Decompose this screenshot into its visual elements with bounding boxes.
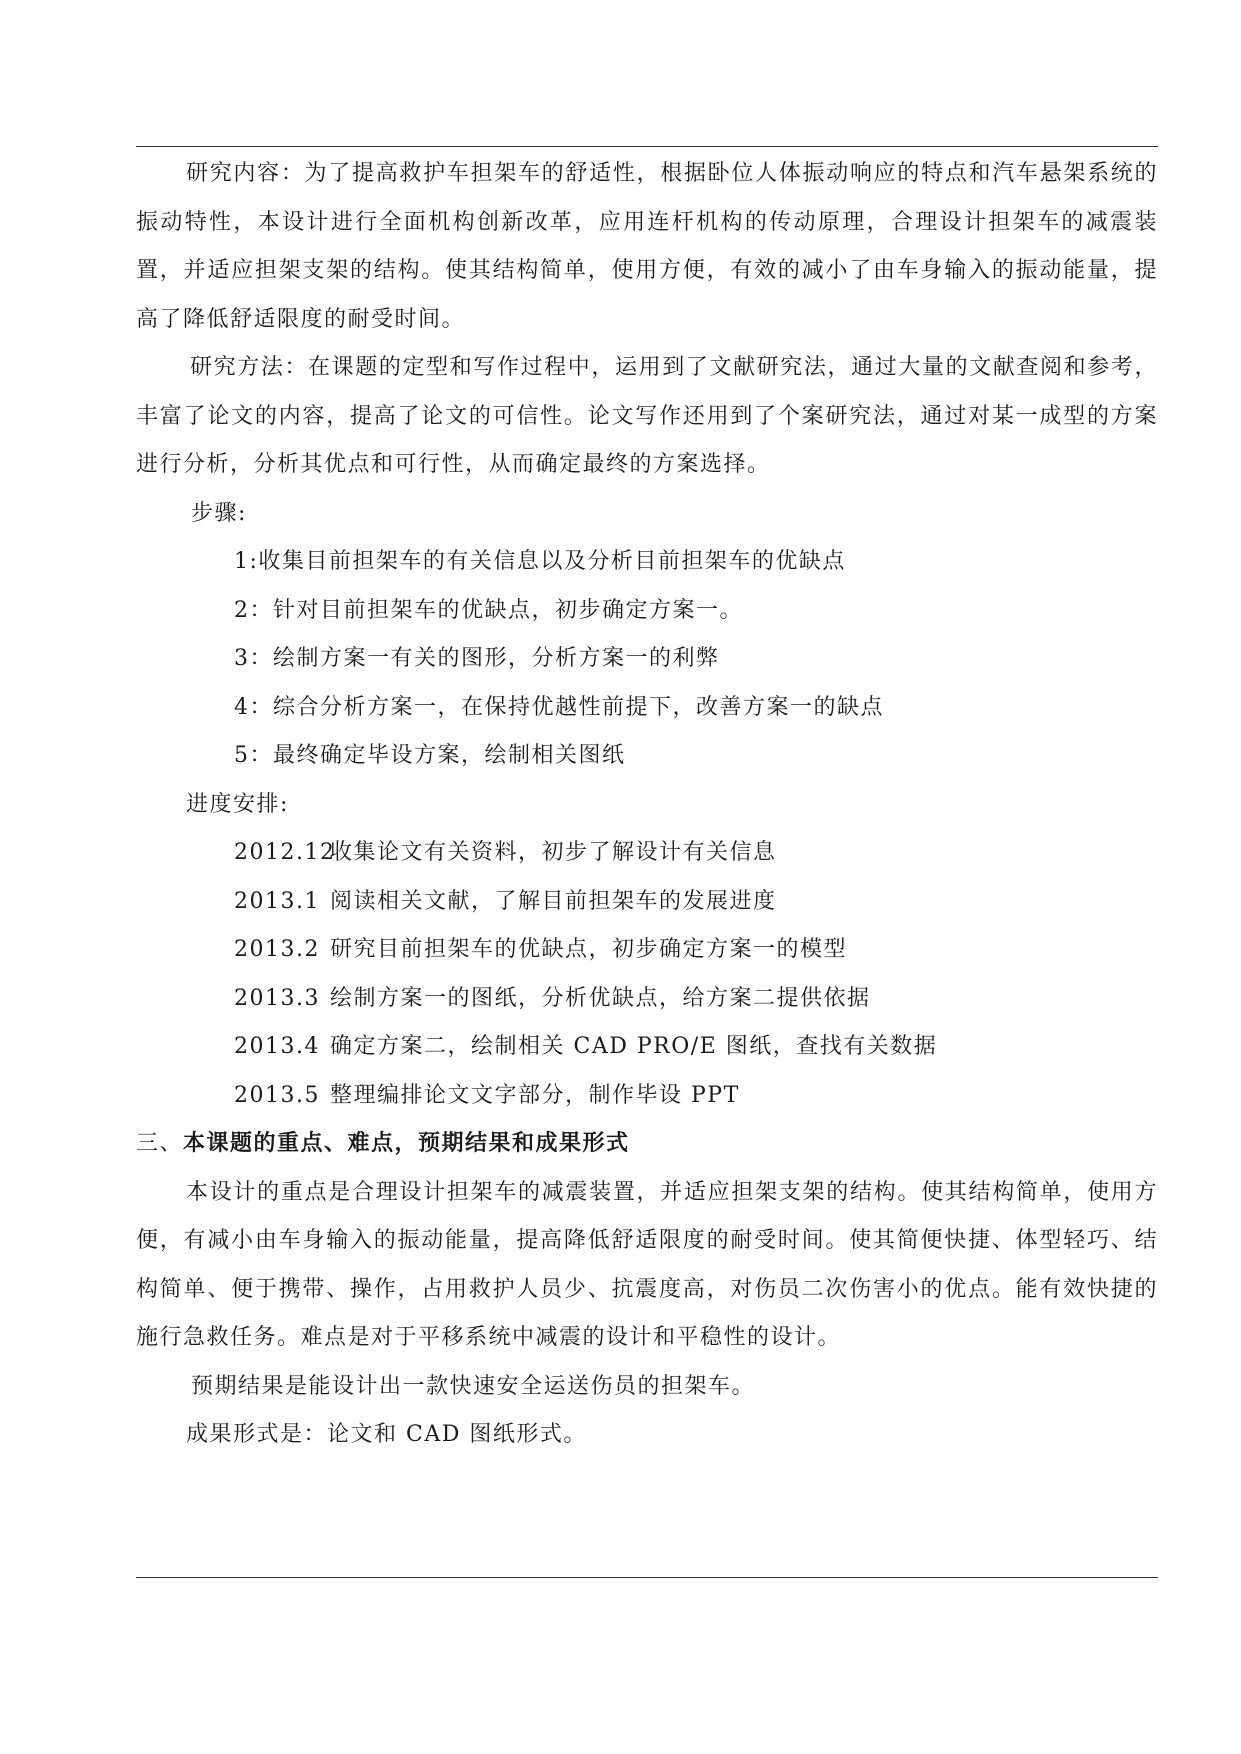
schedule-text: 研究目前担架车的优缺点，初步确定方案一的模型: [330, 937, 848, 962]
key-points-paragraph: 本设计的重点是合理设计担架车的减震装置，并适应担架支架的结构。使其结构简单，使用方便，有减小由车身输入的振动能量，提高降低舒适限度的耐受时间。使其简便快捷、体型轻巧、结构简单、便于携带、操作，占用救护人员少、抗震度高，对伤员二次伤害小的优点。能有效快捷的施行急救任务。难点是对于平移系统中减震的设计和平稳性的设计。: [136, 1179, 1158, 1350]
steps-heading: 步骤:: [191, 500, 247, 526]
research-method-paragraph: 研究方法：在课题的定型和写作过程中，运用到了文献研究法，通过大量的文献查阅和参考，丰富了论文的内容，提高了论文的可信性。论文写作还用到了个案研究法，通过对某一成型的方案进行分析，分析其优点和可行性，从而确定最终的方案选择。: [136, 355, 1158, 477]
section-title: 本课题的重点、难点，预期结果和成果形式: [183, 1131, 630, 1156]
step-item: 5：最终确定毕设方案，绘制相关图纸: [234, 743, 626, 768]
schedule-text: 整理编排论文文字部分，制作毕设 PPT: [330, 1082, 740, 1108]
schedule-item: [136, 926, 1158, 975]
schedule-heading: 进度安排:: [186, 791, 289, 817]
research-content-paragraph: 研究内容：为了提高救护车担架车的舒适性，根据卧位人体振动响应的特点和汽车悬架系统的振动特性，本设计进行全面机构创新改革，应用连杆机构的传动原理，合理设计担架车的减震装置，并适应担架支架的结构。使其结构简单，使用方便，有效的减小了由车身输入的振动能量，提高了降低舒适限度的耐受时间。: [136, 161, 1158, 332]
schedule-date: 2013.2: [234, 937, 320, 962]
step-item: 4：综合分析方案一，在保持优越性前提下，改善方案一的缺点: [234, 694, 884, 720]
schedule-text: 阅读相关文献，了解目前担架车的发展进度: [330, 888, 777, 914]
schedule-date: 2013.4: [234, 1034, 320, 1059]
schedule-text: 绘制方案一的图纸，分析优缺点，给方案二提供依据: [330, 985, 871, 1011]
step-item: 1:收集目前担架车的有关信息以及分析目前担架车的优缺点: [234, 549, 846, 574]
step-item: 2：针对目前担架车的优缺点，初步确定方案一。: [234, 597, 743, 623]
schedule-item: [136, 829, 1158, 878]
footer-rule: [136, 1577, 1158, 1578]
schedule-item: [136, 878, 1158, 927]
step-item: 3：绘制方案一有关的图形，分析方案一的利弊: [234, 646, 720, 671]
section-number: 三、: [136, 1131, 184, 1156]
section-heading: [136, 1120, 1158, 1169]
header-rule: [136, 146, 1158, 147]
schedule-text: 收集论文有关资料，初步了解设计有关信息: [330, 840, 777, 865]
schedule-date: 2013.1: [234, 888, 320, 914]
result-form-line: 成果形式是：论文和 CAD 图纸形式。: [186, 1422, 587, 1447]
schedule-date: 2013.3: [234, 985, 320, 1011]
expected-result-line: 预期结果是能设计出一款快速安全运送伤员的担架车。: [191, 1373, 756, 1399]
schedule-item: [136, 975, 1158, 1024]
schedule-text: 确定方案二，绘制相关 CAD PRO/E 图纸，查找有关数据: [330, 1034, 938, 1059]
document-body: [136, 150, 1158, 1460]
schedule-item: [136, 1072, 1158, 1121]
schedule-date: 2012.12: [234, 840, 336, 865]
schedule-item: [136, 1023, 1158, 1072]
schedule-date: 2013.5: [234, 1082, 320, 1108]
